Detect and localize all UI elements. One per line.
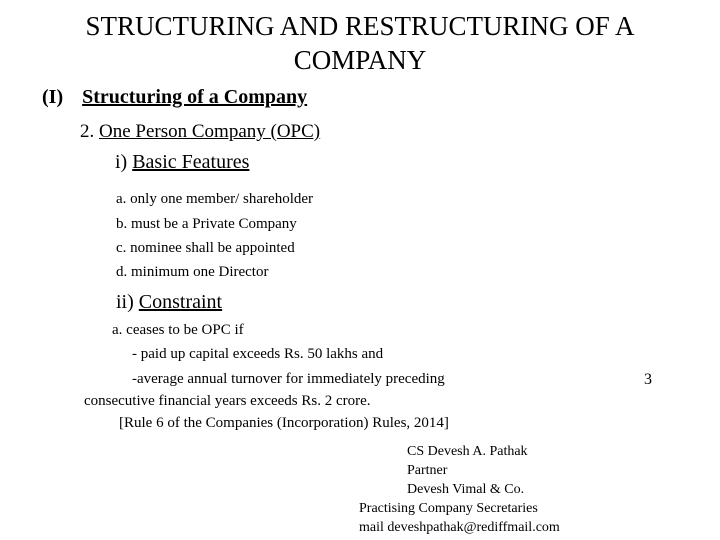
basic-features-heading bbox=[115, 151, 249, 174]
constraint-number: ii) bbox=[116, 291, 134, 313]
constraint-heading bbox=[116, 291, 222, 314]
page-number: 3 bbox=[644, 371, 652, 388]
constraint-line: a. ceases to be OPC if bbox=[112, 322, 244, 338]
feature-item: c. nominee shall be appointed bbox=[116, 240, 295, 256]
basic-features-title: Basic Features bbox=[132, 151, 250, 173]
constraint-title: Constraint bbox=[138, 291, 223, 313]
signature-name: CS Devesh A. Pathak bbox=[407, 444, 528, 459]
signature-firm-type: Practising Company Secretaries bbox=[359, 501, 538, 516]
subsection-number: 2. bbox=[80, 121, 95, 142]
signature-email: mail deveshpathak@rediffmail.com bbox=[359, 520, 560, 535]
rule-citation: [Rule 6 of the Companies (Incorporation) Rules, 2014] bbox=[119, 415, 449, 431]
constraint-line: -average annual turnover for immediately preceding bbox=[132, 371, 445, 387]
section-heading bbox=[42, 86, 307, 109]
constraint-line: consecutive financial years exceeds Rs. 2 crore. bbox=[84, 393, 371, 409]
section-title: Structuring of a Company bbox=[82, 86, 308, 108]
basic-features-number: i) bbox=[115, 151, 128, 173]
feature-item: d. minimum one Director bbox=[116, 264, 269, 280]
section-number: (I) bbox=[42, 86, 64, 108]
subsection-title: One Person Company (OPC) bbox=[99, 121, 321, 142]
signature-firm: Devesh Vimal & Co. bbox=[407, 482, 525, 497]
constraint-line: - paid up capital exceeds Rs. 50 lakhs and bbox=[132, 346, 384, 362]
feature-item: b. must be a Private Company bbox=[116, 216, 297, 232]
subsection-heading bbox=[80, 121, 320, 143]
slide-title-line-1: STRUCTURING AND RESTRUCTURING OF A bbox=[85, 11, 635, 41]
signature-role: Partner bbox=[407, 463, 448, 478]
feature-item: a. only one member/ shareholder bbox=[116, 191, 314, 207]
slide-title-line-2: COMPANY bbox=[293, 45, 427, 75]
